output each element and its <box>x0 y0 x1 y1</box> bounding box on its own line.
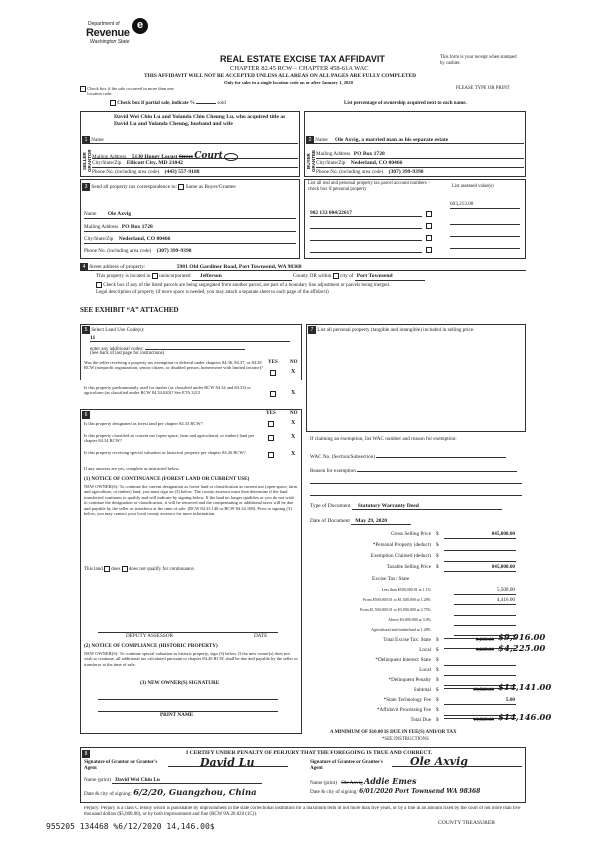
land-use-additional-field[interactable] <box>145 344 245 350</box>
logo-line-dept: Department of <box>88 21 120 27</box>
city-of-value[interactable]: Port Townsend <box>355 273 425 280</box>
grantee-signature-line <box>392 766 522 767</box>
buyer-city-label: City/State/Zip <box>316 160 346 166</box>
list-percentage-note: List percentage of ownership acquired next to each name. <box>344 101 467 106</box>
buyer-name-value[interactable]: Ole Axvig, a married man as his separate estate <box>334 137 449 143</box>
tax-corr-name-label: Name <box>84 211 97 217</box>
doc-type-row <box>310 503 524 510</box>
land-use-section-number: 5 <box>82 326 90 334</box>
personal-property-deduct-value[interactable] <box>444 543 516 551</box>
grantee-name-handwritten[interactable]: Addie Emes <box>364 776 417 786</box>
tax-corr-mailing-label: Mailing Address <box>84 224 119 230</box>
grantee-signature-label: Signature of Grantee or Grantee's Agent <box>310 760 383 771</box>
county-treasurer-label: COUNTY TREASURER <box>438 820 496 826</box>
same-as-buyer-checkbox[interactable] <box>178 184 184 190</box>
total-due-row <box>312 718 527 727</box>
wac-field[interactable] <box>376 452 506 458</box>
parcel-row-4 <box>310 246 520 254</box>
buyer-phone-label: Phone No. (including area code) <box>316 169 384 175</box>
grantee-date-value[interactable]: 6/01/2020 Port Townsend WA 98368 <box>359 788 481 795</box>
designation-q3-no-x[interactable]: X <box>291 451 296 457</box>
seller-name-row <box>82 136 298 144</box>
taxable-price-label: Taxable Selling Price <box>386 564 431 570</box>
tier2-row <box>312 598 527 607</box>
grantee-name-struck: Ole Axvig <box>341 780 363 786</box>
segregated-row <box>96 282 526 289</box>
deputy-date-label: DATE <box>254 633 268 639</box>
personal-property-section-number: 7 <box>308 326 316 334</box>
land-use-q2-no-x[interactable]: X <box>291 390 296 396</box>
total-excise-row <box>312 638 527 647</box>
total-due-label: Total Due <box>410 717 431 723</box>
tier3-value[interactable] <box>454 608 516 616</box>
gross-price-dollar: $ <box>436 531 439 537</box>
doc-type-label: Type of Document <box>310 503 351 509</box>
new-owner-signature-label: (3) NEW OWNER(S) SIGNATURE <box>140 680 220 686</box>
certification-section-number: 8 <box>82 750 90 758</box>
located-in-row <box>96 273 526 281</box>
legal-description-label: Legal description of property (if more space is needed, you may attach a separate sheet to each page of the affidavit) <box>96 290 329 295</box>
tech-fee-label: *State Technology Fee <box>383 697 431 703</box>
parcel-personal-checkbox-4[interactable] <box>426 247 432 253</box>
total-excise-label: Total Excise Tax: State <box>383 637 431 643</box>
grantor-date-row <box>84 789 257 799</box>
designation-q1-yes-checkbox[interactable] <box>268 421 274 427</box>
certification-header <box>82 750 90 758</box>
local-excise-handwritten: $4,225.00 <box>498 644 546 654</box>
wac-label: WAC No. (Section/Subsection) <box>310 454 375 460</box>
subtotal-dollar: $ <box>436 687 439 693</box>
segregated-checkbox[interactable] <box>96 282 102 288</box>
total-excise-struck: 9,293.00 <box>475 637 494 643</box>
delinquent-penalty-label: *Delinquent Penalty <box>388 677 431 683</box>
land-use-no-header: NO <box>290 360 298 365</box>
tax-corr-city-value[interactable]: Nederland, CO 80466 <box>118 236 171 242</box>
tier4-value[interactable] <box>454 618 516 626</box>
partial-sale-label: Check box if partial sale, indicate % <box>117 101 195 107</box>
parcel-number-2[interactable] <box>310 222 422 229</box>
taxable-price-dollar: $ <box>436 564 439 570</box>
grantor-signature-line <box>168 766 288 767</box>
designation-q2-no-x[interactable]: X <box>291 434 296 440</box>
seller-phone-value[interactable]: (443) 557-9188 <box>164 169 200 175</box>
total-due-dollar: $ <box>436 717 439 723</box>
delinquent-local-label: Local <box>419 667 431 673</box>
deputy-signature-line[interactable] <box>98 627 278 633</box>
subtotal-handwritten: $14,141.00 <box>498 683 552 693</box>
land-does-label: does <box>111 567 121 573</box>
deputy-assessor-label: DEPUTY ASSESSOR <box>126 633 173 639</box>
notice1-body: NEW OWNER(S): To continue the current designation as forest land or classification as current use (open space, farm and agriculture, or timber) land, you must sign on (3) below. The county assessor must then determine if the land transferred continues to qualify and will indicate by signing below. If the land no longer qualifies or you do not wish to continue the designation or classification, it will be removed and the compensating or additional taxes will be due and payable by the seller or transferor at the time of sale. (RCW 84.33.140 or RCW 84.34.108). Prior to signing (3) below, you may contact your local county assessor for more information. <box>84 484 298 516</box>
tax-corr-phone-value[interactable]: (307) 399-9398 <box>156 248 192 254</box>
doc-type-value[interactable]: Statutory Warranty Deed <box>352 503 502 510</box>
parcels-header: List all real and personal property tax parcel account numbers – check box if personal property <box>308 181 431 192</box>
segregated-label: Check box if any of the listed parcels are being segregated from another parcel, are part of a boundary line adjustment or parcels being merged. <box>103 283 390 289</box>
tier1-label: Less than $500,000.01 at 1.1% <box>381 587 431 592</box>
tax-corr-label: Send all property tax correspondence to: <box>91 184 178 190</box>
land-use-code-value[interactable]: 11 <box>90 335 290 342</box>
logo-line-wa: Washington State <box>90 39 130 45</box>
seller-mailing-handwritten: Court <box>194 151 223 161</box>
seller-mailing-label: Mailing Address <box>92 154 127 160</box>
taxable-price-value[interactable]: 845,000.00 <box>444 565 516 572</box>
buyer-mailing-label: Mailing Address <box>316 151 351 157</box>
tax-corr-phone-row <box>84 248 296 256</box>
land-does-not-checkbox[interactable] <box>122 566 128 572</box>
local-excise-label: Local <box>419 647 431 653</box>
seller-mailing-value[interactable]: 5130 Honey Locust <box>131 154 178 160</box>
type-or-print: PLEASE TYPE OR PRINT <box>456 86 510 91</box>
land-use-yes-header: YES <box>268 360 278 365</box>
tax-corr-section-number: 3 <box>82 183 90 191</box>
this-land-label: This land <box>84 567 103 573</box>
tier3-row <box>312 608 527 617</box>
buyer-phone-row <box>316 169 524 177</box>
unincorporated-checkbox[interactable] <box>152 273 158 279</box>
personal-property-box <box>306 324 526 432</box>
personal-property-label: List all personal property (tangible and intangible) included in selling price. <box>317 327 475 333</box>
grantor-signature[interactable]: David Lu <box>200 756 255 769</box>
reason-field-3[interactable] <box>310 490 522 496</box>
gross-price-row <box>312 532 527 541</box>
tax-corr-mailing-row <box>84 224 296 232</box>
tax-correspondence-section <box>80 179 300 259</box>
reason-field[interactable] <box>357 466 517 472</box>
designation-header <box>82 411 90 419</box>
partial-sale-checkbox[interactable] <box>110 100 116 106</box>
affidavit-fee-dollar: $ <box>436 707 439 713</box>
land-use-q2-yes-checkbox[interactable] <box>270 391 276 397</box>
reason-field-2[interactable] <box>310 478 522 484</box>
assessed-header: List assessed value(s) <box>452 184 494 189</box>
tier2-label: From $500,000.01 to $1,500,000 at 1.28% <box>363 597 431 602</box>
buyer-name-row <box>306 136 524 144</box>
tax-corr-city-label: City/State/Zip <box>84 236 114 242</box>
land-use-q1: Was the seller receiving a property tax exemption or deferral under chapters 84.36, 84.37, or 84.38 RCW (nonprofit organization, senior citizen, or disabled person, homeowner with limited income)? <box>84 360 264 371</box>
grantee-date-label: Date & city of signing: <box>310 789 358 795</box>
assessed-value-2[interactable] <box>450 218 520 225</box>
multi-location-label: Check box if the sale occurred in more than one location code. <box>87 86 174 97</box>
exhibit-a-text[interactable]: SEE EXHIBIT “A” ATTACHED <box>80 306 179 314</box>
designation-q1-no-x[interactable]: X <box>291 420 296 426</box>
print-name-label: PRINT NAME <box>160 712 194 718</box>
land-use-q2: Is this property predominantly used for timber (as classified under RCW 84.34 and 84.33) or agriculture (as classified under RCW 84.34.020)? See ETA 3215 <box>84 385 251 396</box>
tax-corr-phone-label: Phone No. (including area code) <box>84 248 152 254</box>
seller-mailing-struck: Street <box>178 154 193 160</box>
tier2-value[interactable]: 4,416.00 <box>454 598 516 605</box>
delinquent-interest-row <box>312 658 527 667</box>
designation-q3: Is this property receiving special valuation as historical property per chapter 84.26 RCW? <box>84 450 246 455</box>
reason-label: Reason for exemption <box>310 468 356 474</box>
tech-fee-dollar: $ <box>436 697 439 703</box>
street-address-value[interactable]: 5981 Old Gardiner Road, Port Townsend, WA 98368 <box>176 264 302 270</box>
total-due-handwritten: $14,146.00 <box>498 713 552 723</box>
tier4-label: Above $3,000,000 at 3.0% <box>388 617 431 622</box>
excise-tax-header: Excise Tax: State <box>372 576 410 582</box>
subtotal-struck: 13,520.00 <box>473 687 494 693</box>
land-does-checkbox[interactable] <box>104 566 110 572</box>
tier1-value[interactable]: 5,500.00 <box>454 588 516 595</box>
tax-corr-mailing-value[interactable]: PO Box 1728 <box>121 224 153 230</box>
land-use-q1-yes-checkbox[interactable] <box>270 370 276 376</box>
doc-date-label: Date of Document <box>310 518 350 524</box>
grantor-name-row <box>84 777 262 784</box>
land-use-label: Select Land Use Code(s): <box>91 327 145 333</box>
doc-date-row <box>310 518 524 525</box>
parcel-number-1[interactable]: 902 133 004/22617 <box>310 210 422 217</box>
designation-q3-yes-checkbox[interactable] <box>268 452 274 458</box>
seller-city-value[interactable]: Ellicott City, MD 21042 <box>126 160 183 166</box>
buyer-side-label: BUYER GRANTEE <box>306 150 317 173</box>
grantor-name-label: Name (print) <box>84 777 111 783</box>
parcel-number-3[interactable] <box>310 234 422 241</box>
assessed-value-1[interactable]: 603,213.00 <box>450 202 520 209</box>
assessed-value-4[interactable] <box>450 242 520 249</box>
seller-mailing-row <box>92 151 298 159</box>
partial-sale-sold: sold <box>217 101 226 107</box>
form-chapter: CHAPTER 82.45 RCW – CHAPTER 458-61A WAC <box>230 65 369 72</box>
new-owner-signature-line[interactable] <box>98 694 278 700</box>
multi-location-row <box>80 86 177 96</box>
parcel-row-3 <box>310 234 520 242</box>
wac-row <box>310 452 524 461</box>
multi-location-checkbox[interactable] <box>80 86 86 92</box>
grantor-signature-label: Signature of Grantor or Grantor's Agent <box>84 760 158 771</box>
affidavit-fee-label: *Affidavit Processing Fee <box>376 707 431 713</box>
same-as-buyer-label: Same as Buyer/Grantee <box>185 184 236 190</box>
total-excise-dollar: $ <box>436 637 439 643</box>
street-address-label: Street address of property: <box>89 264 146 270</box>
assessed-value-3[interactable] <box>450 230 520 237</box>
grantee-signature[interactable]: Ole Axvig <box>410 755 468 768</box>
buyer-mailing-value[interactable]: PO Box 1728 <box>353 151 385 157</box>
tier5-label: Agricultural and timberland at 1.28% <box>371 627 431 632</box>
total-due-struck: 13,525.00 <box>473 717 494 723</box>
grantor-name-value[interactable]: David Wei Chiu Lu <box>112 777 262 784</box>
receipt-note: This form is your receipt when stamped by cashier. <box>440 55 517 66</box>
logo-line-revenue: Revenue <box>86 27 130 39</box>
perjury-notice: Perjury: Perjury is a class C felony which is punishable by imprisonment in the state correctional institution for a maximum term of not more than five years, or by a fine in an amount fixed by the court of not more than five thousand dollars ($5,000.00), or by both imprisonment and fine (RCW 9A.20.020 (1C)). <box>84 806 521 817</box>
exemption-deduct-dollar: $ <box>436 553 439 559</box>
subtotal-label: Subtotal <box>413 687 431 693</box>
seller-side-label: SELLER GRANTOR <box>82 149 93 173</box>
treasurer-stamp: 955205 134468 %6/12/2020 14,146.00$ <box>46 822 215 831</box>
county-label: County OR <box>293 273 317 280</box>
street-address-row <box>80 263 526 271</box>
delinquent-local-value[interactable] <box>444 668 516 676</box>
tier5-row <box>312 628 527 637</box>
designation-q2: Is this property classified as current use (open space, farm and agricultural, or timber) land per chapter 84.34 RCW? <box>84 433 255 444</box>
gross-price-value[interactable]: 845,000.00 <box>444 532 516 539</box>
exemption-deduct-row <box>312 554 527 563</box>
tax-corr-city-row <box>84 236 296 244</box>
total-excise-handwritten: $9,916.00 <box>498 633 546 643</box>
seller-section-number: 1 <box>82 136 90 144</box>
located-in-label: This property is located in <box>96 273 151 280</box>
designation-q2-yes-checkbox[interactable] <box>268 435 274 441</box>
buyer-mailing-row <box>316 151 524 159</box>
local-excise-struck: 4,225.00 <box>475 647 494 653</box>
personal-property-deduct-label: *Personal Property (deduct) <box>372 542 431 548</box>
tier1-row <box>312 588 527 597</box>
seller-city-label: City/State/Zip <box>92 160 122 166</box>
qualify-row <box>84 566 195 573</box>
notice2-title: (2) NOTICE OF COMPLIANCE (HISTORIC PROPERTY) <box>84 643 218 649</box>
land-use-additional-label: enter any additional codes: <box>90 347 144 352</box>
dor-logo <box>76 14 156 46</box>
seller-phone-label: Phone No. (including area code) <box>92 169 160 175</box>
delinquent-local-row <box>312 668 527 677</box>
designation-section-number: 6 <box>82 411 90 419</box>
tier4-row <box>312 618 527 627</box>
tech-fee-row <box>312 698 527 707</box>
land-use-see-back: (See back of last page for instructions) <box>90 351 165 356</box>
buyer-city-value[interactable]: Nederland, CO 80466 <box>350 160 403 166</box>
county-value[interactable]: Jefferson <box>192 273 292 280</box>
notice1-title: (1) NOTICE OF CONTINUANCE (FOREST LAND OR CURRENT USE) <box>84 476 250 482</box>
parcel-personal-checkbox-2[interactable] <box>426 223 432 229</box>
buyer-phone-value[interactable]: (307) 399-9398 <box>388 169 424 175</box>
designation-no-header: NO <box>290 411 298 416</box>
designation-yes-header: YES <box>266 411 276 416</box>
partial-sale-row <box>110 100 226 107</box>
seller-city-row <box>92 160 298 168</box>
form-title: REAL ESTATE EXCISE TAX AFFIDAVIT <box>220 54 385 64</box>
form-warning: THIS AFFIDAVIT WILL NOT BE ACCEPTED UNLESS ALL AREAS ON ALL PAGES ARE FULLY COMPLETED <box>144 73 417 79</box>
tax-corr-header-row <box>82 183 298 191</box>
grantee-date-row <box>310 789 480 796</box>
grantee-name-row <box>310 777 416 787</box>
delinquent-penalty-row <box>312 678 527 687</box>
designation-if-yes: If any answers are yes, complete as instructed below. <box>84 466 180 471</box>
partial-sale-pct-field[interactable] <box>196 103 216 104</box>
personal-property-dollar: $ <box>436 542 439 548</box>
land-use-q1-no-x[interactable]: X <box>291 369 296 375</box>
tax-corr-name-value[interactable]: Ole Axvig <box>107 211 132 217</box>
gross-price-label: Gross Selling Price <box>390 531 431 537</box>
exemption-deduct-value[interactable] <box>444 554 516 562</box>
seller-phone-row <box>92 169 298 177</box>
grantor-date-value[interactable]: 6/2/20, Guangzhou, China <box>133 788 257 798</box>
personal-property-header <box>308 326 522 334</box>
seller-name-value[interactable]: David Wei Chiu Lu and Yolanda Chiu Cheung Lu, who acquired title as David Lu and Yolanda Cheung, husband and wife <box>114 114 286 128</box>
delinquent-interest-dollar: $ <box>436 657 439 663</box>
form-only-for: Only for sales in a single location code on or after January 1, 2020 <box>224 80 353 85</box>
seller-name-label: Name <box>91 137 104 143</box>
land-use-header <box>82 326 144 334</box>
parcel-number-4[interactable] <box>310 246 422 253</box>
street-section-number: 4 <box>80 263 88 271</box>
buyer-name-label: Name <box>315 137 328 143</box>
grantor-date-label: Date & city of signing: <box>84 791 132 797</box>
doc-date-value[interactable]: May 29, 2020 <box>351 518 411 525</box>
designation-q1: Is this property designated as forest land per chapter 84.33 RCW? <box>84 421 203 426</box>
affidavit-fee-row <box>312 708 527 717</box>
local-excise-dollar: $ <box>436 647 439 653</box>
subtotal-row <box>312 688 527 697</box>
local-excise-row <box>312 648 527 657</box>
parcel-personal-checkbox-1[interactable] <box>426 211 432 217</box>
parcel-row-1 <box>310 201 520 218</box>
buyer-city-row <box>316 160 524 168</box>
minimum-due-note: A MINIMUM OF $10.00 IS DUE IN FEE(S) AND/OR TAX <box>330 730 457 735</box>
city-of-label: city of <box>340 273 354 280</box>
parcel-personal-checkbox-3[interactable] <box>426 235 432 241</box>
grantee-name-label: Name (print) <box>310 780 337 786</box>
tier3-label: From $1,500,000.01 to $3,000,000 at 2.75% <box>360 607 431 612</box>
delinquent-penalty-dollar: $ <box>436 677 439 683</box>
exemption-deduct-label: Exemption Claimed (deduct) <box>370 553 431 559</box>
logo-mark-icon: e <box>132 18 148 34</box>
certification-statement: I CERTIFY UNDER PENALTY OF PERJURY THAT THE FOREGOING IS TRUE AND CORRECT. <box>186 750 433 756</box>
within-label: within <box>318 273 332 280</box>
buyer-section-number: 2 <box>306 136 314 144</box>
city-of-checkbox[interactable] <box>333 273 339 279</box>
tax-corr-name-row <box>84 211 296 219</box>
unincorporated-label: unincorporated <box>159 273 191 280</box>
exemption-label: If claiming an exemption, list WAC number and reason for exemption: <box>310 436 457 442</box>
tech-fee-value[interactable]: 5.00 <box>444 698 516 705</box>
delinquent-interest-label: *Delinquent Interest: State <box>375 657 431 663</box>
land-does-not-label: does not qualify for continuance. <box>128 567 195 573</box>
notice2-body: NEW OWNER(S): To continue special valuation as historic property, sign (3) below. If the new owner(s) does not wish to continue, all additional tax calculated pursuant to chapter 84.26 RCW, shall be due and payable by the seller or transferor at the time of sale. <box>84 651 298 667</box>
personal-property-deduct-row <box>312 543 527 552</box>
see-instructions-note: *SEE INSTRUCTIONS <box>382 737 429 742</box>
parcel-row-2 <box>310 222 520 230</box>
taxable-price-row <box>312 565 527 574</box>
reason-row <box>310 466 524 475</box>
delinquent-local-dollar: $ <box>436 667 439 673</box>
delinquent-interest-value[interactable] <box>444 658 516 666</box>
